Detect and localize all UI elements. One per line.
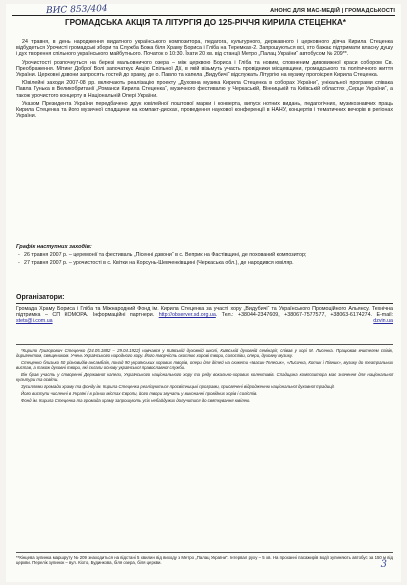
page-number: 3 bbox=[380, 559, 387, 570]
organizers-phones: Тел.: +38044-2347609, +38067-7577577, +38063-6174274. E-mail: bbox=[221, 312, 393, 319]
observer-link[interactable]: http://observer.sd.org.ua bbox=[158, 312, 216, 319]
document-page bbox=[6, 4, 401, 582]
archive-stamp: ВИС 853/404 bbox=[45, 3, 108, 17]
footnote-paragraph: *Кирило Григорович Стеценко (24.05.1882 – 29.04.1922) навчався у Київській духовній школі, Київській духовній семінарії, співав у хорі М. Лисенка. Працював вчителем співів, диригентом, священиком. Учень Українського народного хору. Його творчість охоплює хорові твори, солоспіви, опери, духовну музику. bbox=[16, 348, 393, 358]
footnotes-divider bbox=[16, 344, 393, 345]
intro-paragraph-2: Урочистості розпочнуться на березі мальовничого озера – між церквою Бориса і Гліба та новим, сповненим дивовижної краси собором Св. Преображення. Мітинг Доброї Волі започаткує Акцію Спільної Дії, в якій візьмуть участь провідники місцевщини, громадського та політичного життя України. Церковні дзвони запросять гостей до храму, де о. Павло та капела „Видубичі“ відслужать Літургію на музику прогоієрея Кирила Стеценка. bbox=[16, 59, 393, 79]
schedule-title: Графік наступних заходів: bbox=[16, 244, 92, 250]
schedule-item: - 26 травня 2007 р. – церемонії та фестиваль „Пісенні дзвони“ в с. Веприк на Фастівщині, де похований композитор; bbox=[24, 252, 393, 258]
document-title: ГРОМАДСЬКА АКЦІЯ ТА ЛІТУРГІЯ ДО 125-РІЧЧЯ КИРИЛА СТЕЦЕНКА* bbox=[65, 18, 346, 27]
email-link[interactable]: stets@i.com.ua bbox=[16, 318, 53, 325]
organizers-title: Організатори: bbox=[16, 294, 65, 301]
header-rule bbox=[12, 15, 395, 16]
intro-paragraph-1: 24 травня, в день народження видатного українського композитора, педагога, культурного, державного і церковного діяча Кирила Стеценка відбудеться Урочисті громадські збори та Служба Божа біля Храму Бориса і Гліба на Теремках-2. Запрошуються всі, хто бажає підтримати власну душу і дух творення спільного українського майбутнього. Початок о 10:30. Їхати 20 хв. від станції Метро „Палац України“ автобусом № 209**. bbox=[16, 39, 393, 58]
header-label: АНОНС ДЛЯ МАС-МЕДІЙ | ГРОМАДСЬКОСТІ bbox=[270, 8, 395, 14]
footnote-paragraph: Зусиллями громади храму та фонду ім. Кирила Стеценка реалізуються просвітницькі програми, присвячені відродженню національної духовної традиції. bbox=[21, 384, 335, 389]
dzvin-link[interactable]: dzvin.ua bbox=[373, 318, 393, 325]
organizers-text: Громада Храму Бориса і Гліба та Міжнародний Фонд ім. Кирила Стеценка за участі хору „Видубичі“ та Українського Промоційного Альянсу. Технічна підтримка – СП КОМОРА. Інформаційні партнери. bbox=[16, 306, 393, 319]
schedule-list bbox=[16, 252, 393, 267]
footnotes-section bbox=[16, 348, 393, 405]
footnote-paragraph: Стеценко близько 50 різновидів-ансамблів, понад 90 українських хорових творів, опери для дітей на сюжети «Івасик-Телесик», «Лисичка, Котик і Півник», музику до театральних вистав, а також духовні твори, які склали основу української православної служби. bbox=[16, 360, 393, 370]
footnote-paragraph: Його виступи численні в Україні і в різних містах Європи, його твори звучать у виконанні провідних хорів і солістів. bbox=[21, 391, 258, 396]
bottom-divider bbox=[16, 552, 393, 553]
footnote-paragraph: Він брав участь у створенні Державної капели, Українського національного хору та ряду вокально-хорових колективів. Спадщина композитора має значення для національної культури та освіти. bbox=[16, 372, 393, 382]
intro-paragraph-3: Ювілейні заходи 2007-08 рр. включають реалізацію проекту „Духовна музика Кирила Стеценка в соборах України“, унікальної програми співака Павла Гунька в Великобританії „Романси Кирила Стеценка“, музичного фестивалю у Черкаській, Вінницькій та Київській областях „Серце України“, а також урочистого концерту в Національній Опері України. bbox=[16, 80, 393, 99]
footnote-paragraph: Фонд ім. Кирила Стеценка та громада храму запрошують усіх небайдужих долучитися до святкування ювілею. bbox=[21, 398, 251, 403]
bottom-note: **Кінцева зупинка маршруту № 209 знаходиться на відстані 5 хвилин від виходу з Метро „Палац України“. Інтервал руху – 5 хв. На проханні пасажирів водії зупиняють автобус за 150 м від церкви. Перелік зупинок – вул. Кіото, Будинкова, біля озера, біля церкви. bbox=[16, 555, 393, 565]
organizers-rule bbox=[16, 303, 393, 304]
schedule-item: - 27 травня 2007 р. – урочистості в с. Квітки на Корсунь-Шевченківщині (Черкаська обл.), де народився ювіляр. bbox=[24, 260, 393, 266]
organizers-section: Громада Храму Бориса і Гліба та Міжнародний Фонд ім. Кирила Стеценка за участі хору „Видубичі“ та Українського Промоційного Альянсу. Технічна підтримка – СП КОМОРА. Інформаційні партнери. http://observer.sd.org.ua. Тел.: +38044-2347609, +38067-7577577, +38063-6174274. E-mail: stets@i.com.ua dzvin.ua bbox=[16, 306, 393, 325]
intro-paragraph-4: Указом Президента України передбачено друк ювілейної поштової марки і конверта, випуск нотних видань, педагогічних, музикознавчих праць Кирила Стеценка та його музичної спадщини на компакт-дисках, проведення наукової конференції в НАНУ, концертів і тематичних вечорів в регіонах України. bbox=[16, 100, 393, 120]
intro-section bbox=[16, 39, 393, 121]
